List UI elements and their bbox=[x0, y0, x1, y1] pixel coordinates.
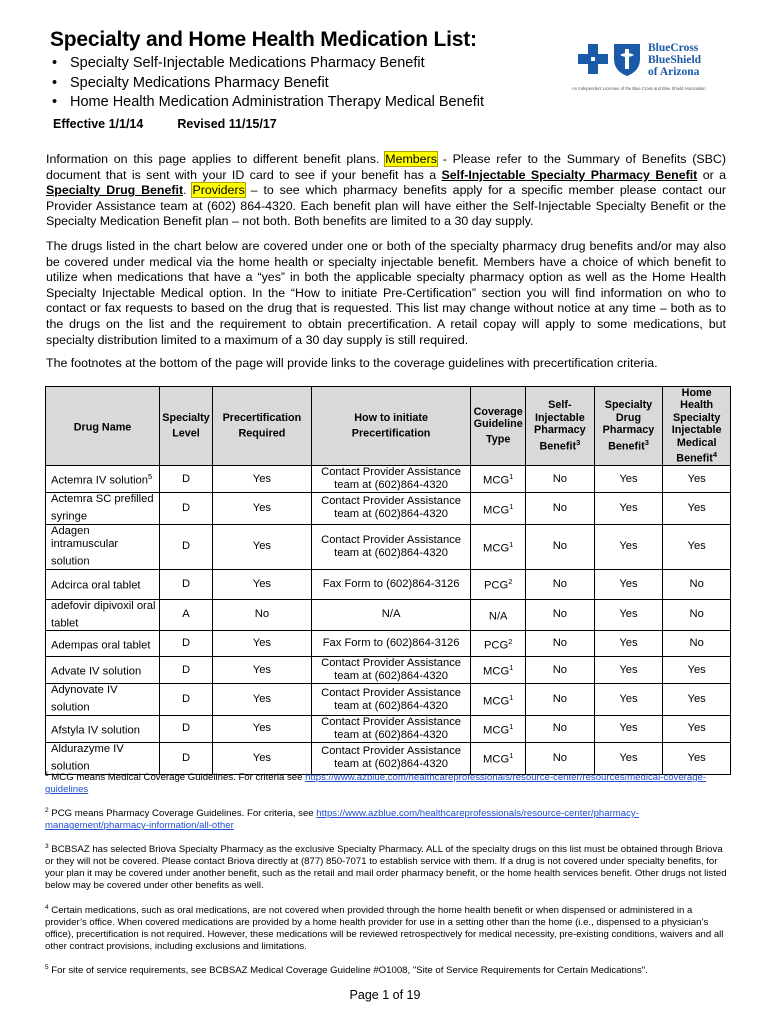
table-row bbox=[46, 599, 731, 631]
drug-name-cell: Adcirca oral tablet bbox=[46, 569, 160, 599]
table-row bbox=[46, 493, 731, 525]
home-health-cell: Yes bbox=[663, 684, 731, 716]
specialty-level-cell: D bbox=[160, 742, 213, 774]
intro-text: - Please refer to the Summary of Benefits (SBC) document that is sent with your ID card to see if your benefit has a bbox=[46, 152, 726, 182]
self-injectable-cell: No bbox=[526, 742, 595, 774]
precert-method-cell: Fax Form to (602)864-3126 bbox=[311, 631, 470, 657]
guideline-type-cell: PCG$^2$ bbox=[471, 569, 526, 599]
intro-text: . bbox=[183, 183, 193, 198]
drug-name-cell: Adempas oral tablet bbox=[46, 631, 160, 657]
intro-paragraph-2: The drugs listed in the chart below are covered under one or both of the specialty pharmacy drug benefits and/or may also be covered under medical via the home health or specialty injectable benefit. Members have a choice of which benefit to utilize when medications that have a “yes” in both the applicable specialty pharmacy option as well as the Home Health Specialty Injectable Medical option. In the “How to initiate Pre-Certification” section you will find information on who to contact or fax requests to based on the drug that is requested. This list may change without notice at any time – both as to the drugs on the list and the requirement to obtain precertification. A retail copay will apply to some medications, but specialty distribution limited to a maximum of a 30 day supply is still required. bbox=[46, 239, 726, 347]
table-row bbox=[46, 715, 731, 742]
intro-text: or a bbox=[697, 167, 726, 182]
self-injectable-benefit-term: Self-Injectable Specialty Pharmacy Benefit bbox=[441, 167, 698, 182]
mcg-link[interactable]: https://www.azblue.com/healthcareprofessionals/resource-center/resources/medical-coverage-guidelines bbox=[45, 772, 707, 796]
drug-name-cell: Adynovate IV solution bbox=[46, 684, 160, 716]
home-health-cell: Yes bbox=[663, 742, 731, 774]
specialty-drug-cell: Yes bbox=[594, 715, 663, 742]
column-header: Home Health Specialty Injectable Medical Benefit$^4$ bbox=[663, 387, 731, 466]
specialty-level-cell: D bbox=[160, 684, 213, 716]
table-row bbox=[46, 631, 731, 657]
guideline-type-cell: MCG$^1$ bbox=[471, 466, 526, 493]
logo-line-1: BlueCross bbox=[648, 42, 699, 54]
self-injectable-cell: No bbox=[526, 599, 595, 631]
benefit-item: • Specialty Medications Pharmacy Benefit bbox=[50, 74, 484, 94]
precert-required-cell: Yes bbox=[212, 466, 311, 493]
logo-line-3: of Arizona bbox=[648, 66, 700, 78]
specialty-drug-cell: Yes bbox=[594, 466, 663, 493]
specialty-drug-cell: Yes bbox=[594, 524, 663, 569]
footnote-3: $^3$ BCBSAZ has selected Briova Specialty Pharmacy as the exclusive Specialty Pharmacy. ALL of the specialty drugs on this list must be obtained through Briova or they will not be covered. Please contact Briova directly at (877) 850-7071 to establish service with them. If a drug is not covered under specialty benefits, for your plan it may be covered under another benefit, such as the retail and mail order pharmacy benefit, or the home health services benefit. Other drugs not listed below may be covered under other benefits as well. bbox=[45, 843, 727, 892]
precert-method-cell: Contact Provider Assistance team at (602)864-4320 bbox=[311, 524, 470, 569]
self-injectable-cell: No bbox=[526, 569, 595, 599]
benefit-item: • Specialty Self-Injectable Medications Pharmacy Benefit bbox=[50, 54, 484, 74]
precert-required-cell: No bbox=[212, 599, 311, 631]
self-injectable-cell: No bbox=[526, 493, 595, 525]
specialty-drug-cell: Yes bbox=[594, 599, 663, 631]
precert-method-cell: N/A bbox=[311, 599, 470, 631]
pcg-link[interactable]: https://www.azblue.com/healthcareprofessionals/resource-center/pharmacy-management/pharmacy-information/all-other bbox=[45, 808, 639, 832]
guideline-type-cell: MCG$^1$ bbox=[471, 684, 526, 716]
home-health-cell: Yes bbox=[663, 493, 731, 525]
self-injectable-cell: No bbox=[526, 524, 595, 569]
specialty-level-cell: D bbox=[160, 569, 213, 599]
guideline-type-cell: N/A bbox=[471, 599, 526, 631]
specialty-drug-cell: Yes bbox=[594, 569, 663, 599]
drug-name-cell: Advate IV solution bbox=[46, 657, 160, 684]
intro-paragraph-3: The footnotes at the bottom of the page will provide links to the coverage guidelines with precertification criteria. bbox=[46, 356, 658, 370]
footnote-4: $^4$ Certain medications, such as oral medications, are not covered when provided through the home health benefit or when dispensed or administered in a provider’s office. When covered medications are provided by a home health provider for use in a setting other than the home (i.e., dispensed to a physician’s office), precertification is not required. However, these medications will be reviewed retrospectively for medical necessity, pre-existing conditions, waivers and all other contract provisions, including exclusions and limitations. bbox=[45, 904, 724, 953]
specialty-level-cell: D bbox=[160, 657, 213, 684]
footnote-1: $^1$ MCG means Medical Coverage Guidelines. For criteria see https://www.azblue.com/healthcareprofessionals/resource-center/resources/medical-coverage-guidelines bbox=[45, 771, 707, 796]
benefit-item: • Home Health Medication Administration Therapy Medical Benefit bbox=[50, 93, 484, 113]
guideline-type-cell: MCG$^1$ bbox=[471, 493, 526, 525]
specialty-level-cell: D bbox=[160, 493, 213, 525]
self-injectable-cell: No bbox=[526, 631, 595, 657]
bcbs-logo bbox=[572, 38, 728, 93]
precert-method-cell: Contact Provider Assistance team at (602)864-4320 bbox=[311, 715, 470, 742]
home-health-cell: Yes bbox=[663, 524, 731, 569]
drug-name-cell: Aldurazyme IV solution bbox=[46, 742, 160, 774]
precert-method-cell: Contact Provider Assistance team at (602)864-4320 bbox=[311, 742, 470, 774]
home-health-cell: No bbox=[663, 631, 731, 657]
precert-required-cell: Yes bbox=[212, 524, 311, 569]
guideline-type-cell: MCG$^1$ bbox=[471, 715, 526, 742]
specialty-drug-cell: Yes bbox=[594, 742, 663, 774]
table-row bbox=[46, 524, 731, 569]
column-header: Coverage Guideline Type bbox=[471, 387, 526, 466]
specialty-level-cell: A bbox=[160, 599, 213, 631]
specialty-level-cell: D bbox=[160, 524, 213, 569]
self-injectable-cell: No bbox=[526, 684, 595, 716]
column-header: Drug Name bbox=[46, 387, 160, 466]
document-title: Specialty and Home Health Medication List: bbox=[50, 28, 477, 51]
precert-required-cell: Yes bbox=[212, 493, 311, 525]
self-injectable-cell: No bbox=[526, 715, 595, 742]
page-number: Page 1 of 19 bbox=[349, 988, 421, 1002]
logo-tagline: An Independent Licensee of the Blue Cross and Blue Shield Association bbox=[572, 86, 706, 91]
precert-method-cell: Contact Provider Assistance team at (602)864-4320 bbox=[311, 684, 470, 716]
precert-required-cell: Yes bbox=[212, 684, 311, 716]
table-row bbox=[46, 684, 731, 716]
specialty-level-cell: D bbox=[160, 715, 213, 742]
precert-required-cell: Yes bbox=[212, 657, 311, 684]
intro-text: – to see which pharmacy benefits apply for a specific member please contact our Provider Assistance team at (602) 864-4320. Each benefit plan will have either the Self-Injectable Specialty Benefit or the Specialty Medication Benefit plan – not both. Both benefits are limited to a 30 day supply. bbox=[46, 183, 726, 229]
effective-dates bbox=[53, 117, 277, 131]
footnote-5: $^5$ For site of service requirements, see BCBSAZ Medical Coverage Guideline #O1008, "Site of Service Requirements for Certain Medications". bbox=[45, 964, 648, 977]
column-header: Specialty Level bbox=[160, 387, 213, 466]
revised-date: Revised 11/15/17 bbox=[177, 117, 277, 131]
column-header: Self-Injectable Pharmacy Benefit$^3$ bbox=[526, 387, 595, 466]
column-header: How to initiate Precertification bbox=[311, 387, 470, 466]
precert-method-cell: Contact Provider Assistance team at (602)864-4320 bbox=[311, 466, 470, 493]
medication-table bbox=[45, 386, 731, 775]
precert-method-cell: Fax Form to (602)864-3126 bbox=[311, 569, 470, 599]
effective-date: Effective 1/1/14 bbox=[53, 117, 144, 131]
specialty-level-cell: D bbox=[160, 466, 213, 493]
drug-name-cell: Afstyla IV solution bbox=[46, 715, 160, 742]
footnote-2: $^2$ PCG means Pharmacy Coverage Guidelines. For criteria, see https://www.azblue.com/healthcareprofessionals/resource-center/pharmacy-management/pharmacy-information/all-other bbox=[45, 807, 639, 832]
self-injectable-cell: No bbox=[526, 657, 595, 684]
members-highlight: Members bbox=[385, 152, 437, 166]
home-health-cell: Yes bbox=[663, 466, 731, 493]
precert-required-cell: Yes bbox=[212, 742, 311, 774]
drug-name-cell: Actemra SC prefilled syringe bbox=[46, 493, 160, 525]
specialty-drug-cell: Yes bbox=[594, 493, 663, 525]
specialty-drug-cell: Yes bbox=[594, 631, 663, 657]
column-header: Precertification Required bbox=[212, 387, 311, 466]
table-row bbox=[46, 657, 731, 684]
precert-method-cell: Contact Provider Assistance team at (602)864-4320 bbox=[311, 493, 470, 525]
drug-name-cell: Actemra IV solution$^5$ bbox=[46, 466, 160, 493]
table-row bbox=[46, 569, 731, 599]
specialty-drug-benefit-term: Specialty Drug Benefit bbox=[46, 183, 184, 198]
benefit-list bbox=[50, 54, 484, 113]
home-health-cell: Yes bbox=[663, 657, 731, 684]
logo-line-2: BlueShield bbox=[648, 54, 702, 66]
guideline-type-cell: MCG$^1$ bbox=[471, 742, 526, 774]
precert-required-cell: Yes bbox=[212, 715, 311, 742]
column-header: Specialty Drug Pharmacy Benefit$^3$ bbox=[594, 387, 663, 466]
precert-method-cell: Contact Provider Assistance team at (602)864-4320 bbox=[311, 657, 470, 684]
home-health-cell: Yes bbox=[663, 715, 731, 742]
blue-shield-icon bbox=[612, 41, 642, 77]
specialty-level-cell: D bbox=[160, 631, 213, 657]
precert-required-cell: Yes bbox=[212, 631, 311, 657]
specialty-drug-cell: Yes bbox=[594, 657, 663, 684]
home-health-cell: No bbox=[663, 569, 731, 599]
providers-highlight: Providers bbox=[192, 183, 245, 198]
blue-cross-icon bbox=[578, 42, 608, 76]
guideline-type-cell: MCG$^1$ bbox=[471, 524, 526, 569]
table-row bbox=[46, 466, 731, 493]
intro-paragraph-1 bbox=[46, 152, 726, 230]
guideline-type-cell: MCG$^1$ bbox=[471, 657, 526, 684]
self-injectable-cell: No bbox=[526, 466, 595, 493]
precert-required-cell: Yes bbox=[212, 569, 311, 599]
table-header-row bbox=[46, 387, 731, 466]
guideline-type-cell: PCG$^2$ bbox=[471, 631, 526, 657]
intro-text: Information on this page applies to different benefit plans. bbox=[46, 152, 386, 166]
specialty-drug-cell: Yes bbox=[594, 684, 663, 716]
home-health-cell: No bbox=[663, 599, 731, 631]
drug-name-cell: adefovir dipivoxil oral tablet bbox=[46, 599, 160, 631]
drug-name-cell: Adagen intramuscular solution bbox=[46, 524, 160, 569]
